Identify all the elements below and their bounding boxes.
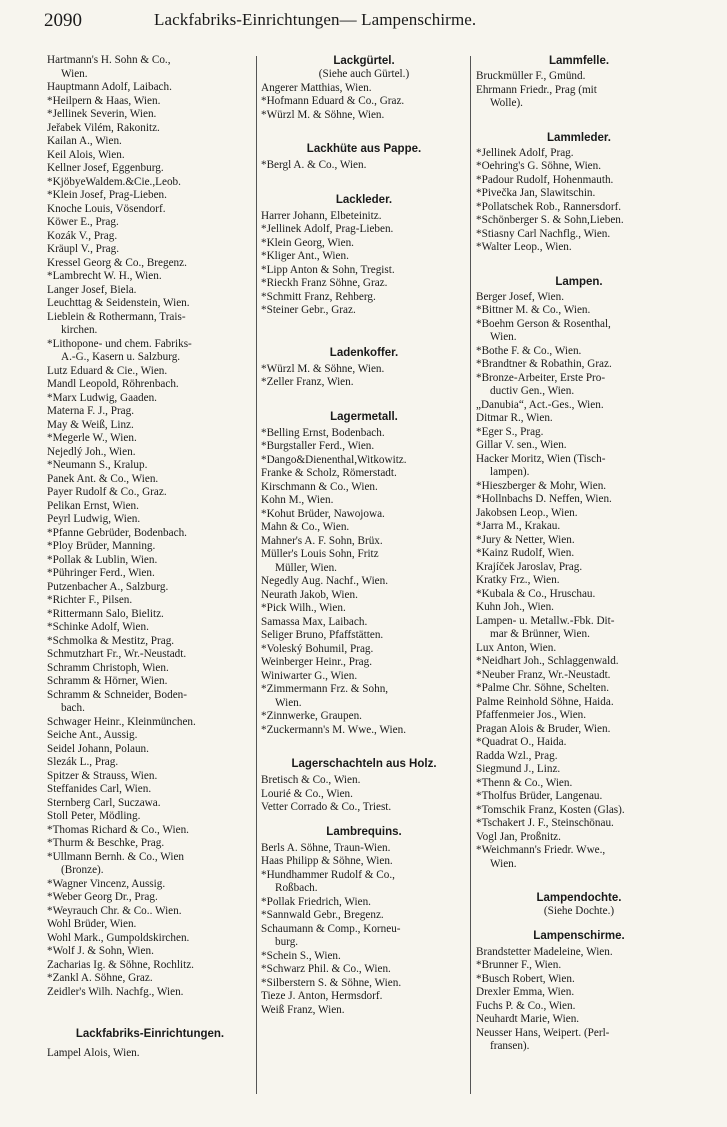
list-item: Kräupl V., Prag. — [47, 243, 119, 255]
list-item: Materna F. J., Prag. — [47, 405, 135, 417]
list-item: Stoll Peter, Mödling. — [47, 810, 141, 822]
list-item: Seliger Bruno, Pfaffstätten. — [261, 629, 384, 641]
entry-list — [261, 363, 467, 390]
list-item: Pragan Alois & Bruder, Wien. — [476, 722, 611, 735]
list-item: Langer Josef, Biela. — [47, 283, 137, 296]
list-item: *Jury & Netter, Wien. — [476, 533, 575, 546]
list-item: Berger Josef, Wien. — [476, 290, 564, 303]
list-item: Leuchttag & Seidenstein, Wien. — [47, 297, 190, 309]
list-item: Seidel Johann, Polaun. — [47, 742, 149, 755]
column-middle — [261, 54, 467, 1017]
list-item: Kirschmann & Co., Wien. — [261, 480, 378, 493]
list-item: *Weichmann's Friedr. Wwe., — [476, 844, 606, 856]
list-item: *Würzl M. & Söhne, Wien. — [261, 108, 385, 121]
list-item: *Brunner F., Wien. — [476, 959, 562, 971]
list-item: *Bittner M. & Co., Wien. — [476, 304, 591, 316]
list-item: *Heilpern & Haas, Wien. — [47, 94, 161, 107]
list-item: Lieblein & Rothermann, Trais- — [47, 310, 186, 323]
list-item: *Schinke Adolf, Wien. — [47, 621, 149, 633]
section-heading: Lammleder. — [547, 131, 611, 144]
section-note: (Siehe Dochte.) — [543, 905, 615, 917]
list-item: *Stiasny Carl Nachflg., Wien. — [476, 227, 611, 240]
page-header — [44, 8, 694, 38]
list-item: Vogl Jan, Proßnitz. — [476, 830, 561, 843]
entry-list — [476, 70, 682, 111]
list-item: *Neidhart Joh., Schlaggenwald. — [476, 655, 619, 667]
list-item: *Palme Chr. Söhne, Schelten. — [476, 682, 609, 694]
list-item: Mandl Leopold, Röhrenbach. — [47, 378, 179, 390]
list-item: Schwager Heinr., Kleinmünchen. — [47, 715, 196, 728]
list-item: Lourié & Co., Wien. — [261, 787, 353, 800]
list-item: fransen). — [490, 1040, 530, 1052]
list-item: *Brandtner & Robathin, Graz. — [476, 358, 612, 370]
list-item: Pfaffenmeier Jos., Wien. — [476, 709, 587, 721]
list-item: Jeřabek Vilém, Rakonitz. — [47, 121, 160, 134]
list-item: Roßbach. — [275, 882, 318, 894]
list-item: *Pollak Friedrich, Wien. — [261, 895, 371, 908]
section-heading: Lackleder. — [335, 193, 393, 206]
list-item: Panek Ant. & Co., Wien. — [47, 472, 159, 485]
section-heading: Lackhüte aus Pappe. — [306, 143, 422, 155]
list-item: *Thurm & Beschke, Prag. — [47, 837, 165, 849]
list-item: *Lambrecht W. H., Wien. — [47, 270, 162, 282]
entry-list — [261, 82, 467, 123]
list-item: *Dango&Dienenthal,Witkowitz. — [261, 453, 407, 466]
list-item: Winiwarter G., Wien. — [261, 669, 358, 682]
list-item: Jakobsen Leop., Wien. — [476, 506, 578, 519]
list-item: Ehrmann Friedr., Prag (mit — [476, 83, 597, 96]
list-item: *Hofmann Eduard & Co., Graz. — [261, 95, 405, 107]
list-item: bach. — [61, 702, 85, 714]
list-item: lampen). — [490, 466, 530, 478]
list-item: Hartmann's H. Sohn & Co., — [47, 54, 171, 66]
list-item: *Boehm Gerson & Rosenthal, — [476, 317, 611, 330]
list-item: *Schmolka & Mestitz, Prag. — [47, 634, 175, 647]
list-item: *Wagner Vincenz, Aussig. — [47, 877, 166, 890]
section-note: (Siehe auch Gürtel.) — [318, 68, 410, 80]
list-item: *Zuckermann's M. Wwe., Wien. — [261, 723, 406, 736]
list-item: Mahner's A. F. Sohn, Brüx. — [261, 534, 383, 547]
list-item: Kohn M., Wien. — [261, 494, 334, 506]
list-item: Weiß Franz, Wien. — [261, 1003, 345, 1016]
section-heading: Lampenschirme. — [533, 929, 625, 942]
list-item: Schramm & Hörner, Wien. — [47, 675, 168, 687]
list-item: *Silberstern S. & Söhne, Wien. — [261, 976, 402, 989]
list-item: *Jellinek Adolf, Prag-Lieben. — [261, 223, 394, 235]
list-item: Neusser Hans, Weipert. (Perl- — [476, 1026, 610, 1039]
list-item: *Würzl M. & Söhne, Wien. — [261, 362, 385, 375]
list-item: Mahn & Co., Wien. — [261, 521, 350, 533]
list-item: Lutz Eduard & Cie., Wien. — [47, 364, 168, 377]
list-item: *Thomas Richard & Co., Wien. — [47, 823, 189, 836]
section-heading: Lammfelle. — [548, 55, 610, 67]
list-item: mar & Brünner, Wien. — [490, 628, 590, 640]
list-item: Nejedlý Joh., Wien. — [47, 445, 136, 458]
list-item: Müller's Louis Sohn, Fritz — [261, 548, 379, 560]
list-item: *Klein Josef, Prag-Lieben. — [47, 189, 167, 201]
list-item: Payer Rudolf & Co., Graz. — [47, 486, 167, 498]
list-item: *Weyrauch Chr. & Co.. Wien. — [47, 904, 182, 917]
list-item: *Lithopone- und chem. Fabriks- — [47, 337, 192, 350]
list-item: *Sannwald Gebr., Bregenz. — [261, 909, 384, 921]
list-item: Radda Wzl., Prag. — [476, 749, 558, 762]
section-heading: Lackgürtel. — [333, 55, 395, 67]
list-item: *Thenn & Co., Wien. — [476, 776, 573, 789]
entry-list — [261, 842, 467, 1018]
list-item: Neurath Jakob, Wien. — [261, 588, 358, 601]
list-item: Wien. — [275, 696, 302, 709]
list-item: *Ullmann Bernh. & Co., Wien — [47, 850, 184, 863]
list-item: Krajíček Jaroslav, Prag. — [476, 560, 583, 573]
list-item: *Voleský Bohumil, Prag. — [261, 642, 374, 655]
entry-list — [47, 54, 253, 999]
list-item: Siegmund J., Linz. — [476, 763, 561, 775]
list-item: „Danubia“, Act.-Ges., Wien. — [476, 398, 604, 411]
list-item: *Megerle W., Wien. — [47, 432, 137, 444]
list-item: *Schönberger S. & Sohn,Lieben. — [476, 214, 624, 226]
entry-list — [261, 427, 467, 738]
list-item: Peyrl Ludwig, Wien. — [47, 513, 141, 525]
list-item: *Pollak & Lublin, Wien. — [47, 553, 158, 566]
entry-list — [476, 946, 682, 1054]
running-title: Lackfabriks-Einrichtungen— Lampenschirme. — [154, 10, 477, 29]
section-heading: Lampendochte. — [536, 892, 622, 904]
list-item: Berls A. Söhne, Traun-Wien. — [261, 841, 391, 854]
list-item: *Oehring's G. Söhne, Wien. — [476, 160, 602, 172]
list-item: *Quadrat O., Haida. — [476, 736, 567, 748]
list-item: *Pfanne Gebrüder, Bodenbach. — [47, 526, 187, 539]
list-item: *Rittermann Salo, Bielitz. — [47, 607, 164, 620]
list-item: *Schmitt Franz, Rehberg. — [261, 290, 376, 303]
list-item: Schmutzhart Fr., Wr.-Neustadt. — [47, 648, 187, 660]
list-item: Vetter Corrado & Co., Triest. — [261, 801, 392, 813]
list-item: *Hollnbachs D. Neffen, Wien. — [476, 493, 612, 505]
list-item: *Hieszberger & Mohr, Wien. — [476, 479, 607, 492]
list-item: *Weber Georg Dr., Prag. — [47, 891, 158, 903]
list-item: *Steiner Gebr., Graz. — [261, 304, 356, 316]
list-item: Köwer E., Prag. — [47, 216, 119, 228]
column-rule — [256, 56, 257, 1094]
list-item: Keil Alois, Wien. — [47, 148, 125, 161]
list-item: Samassa Max, Laibach. — [261, 615, 368, 628]
list-item: *Eger S., Prag. — [476, 425, 544, 438]
list-item: *Bronze-Arbeiter, Erste Pro- — [476, 371, 606, 384]
list-item: A.-G., Kasern u. Salzburg. — [61, 351, 181, 363]
list-item: Franke & Scholz, Römerstadt. — [261, 467, 397, 479]
list-item: *Wolf J. & Sohn, Wien. — [47, 945, 154, 957]
section-heading: Lackfabriks-Einrichtungen. — [75, 1028, 225, 1040]
list-item: Wolle). — [490, 97, 523, 109]
list-item: Bruckmüller F., Gmünd. — [476, 70, 586, 82]
column-right — [476, 54, 682, 1054]
list-item: *Neuber Franz, Wr.-Neustadt. — [476, 668, 611, 681]
list-item: *Pick Wilh., Wien. — [261, 602, 346, 614]
list-item: Zeidler's Wilh. Nachfg., Wien. — [47, 985, 184, 998]
list-item: Kuhn Joh., Wien. — [476, 601, 554, 613]
list-item: *Marx Ludwig, Gaaden. — [47, 391, 157, 404]
list-item: Wohl Mark., Gumpoldskirchen. — [47, 931, 190, 944]
list-item: *Zinnwerke, Graupen. — [261, 710, 362, 722]
section-heading: Lagermetall. — [330, 410, 398, 423]
entry-list — [261, 774, 467, 815]
entry-list — [47, 1047, 253, 1061]
list-item: Neuhardt Marie, Wien. — [476, 1013, 580, 1025]
list-item: Zacharias Ig. & Söhne, Rochlitz. — [47, 958, 194, 971]
list-item: *Zeller Franz, Wien. — [261, 376, 354, 388]
list-item: Wien. — [490, 331, 517, 343]
list-item: Pelikan Ernst, Wien. — [47, 499, 139, 512]
list-item: *Schwarz Phil. & Co., Wien. — [261, 963, 391, 975]
list-item: *Schein S., Wien. — [261, 949, 341, 962]
list-item: Hauptmann Adolf, Laibach. — [47, 81, 172, 93]
list-item: Negedly Aug. Nachf., Wien. — [261, 575, 389, 587]
column-left — [47, 54, 253, 1061]
list-item: *Tschakert J. F., Steinschönau. — [476, 817, 614, 829]
list-item: *Pivečka Jan, Slawitschin. — [476, 187, 596, 199]
list-item: Ditmar R., Wien. — [476, 412, 553, 424]
list-item: Palme Reinhold Söhne, Haida. — [476, 695, 614, 708]
section-heading: Lampen. — [555, 275, 603, 288]
list-item: Schramm & Schneider, Boden- — [47, 688, 187, 701]
list-item: *Belling Ernst, Bodenbach. — [261, 426, 385, 439]
list-item: May & Weiß, Linz. — [47, 418, 134, 431]
list-item: *Rieckh Franz Söhne, Graz. — [261, 277, 388, 289]
list-item: Kailan A., Wien. — [47, 135, 122, 147]
list-item: *Padour Rudolf, Hohenmauth. — [476, 173, 614, 186]
list-item: Kozák V., Prag. — [47, 229, 118, 242]
list-item: Angerer Matthias, Wien. — [261, 81, 372, 94]
list-item: Schramm Christoph, Wien. — [47, 661, 169, 674]
list-item: *Kliger Ant., Wien. — [261, 250, 349, 262]
list-item: Hacker Moritz, Wien (Tisch- — [476, 452, 606, 465]
list-item: *Jellinek Severin, Wien. — [47, 108, 157, 120]
page-number: 2090 — [44, 10, 82, 31]
list-item: burg. — [275, 936, 299, 948]
list-item: *Burgstaller Ferd., Wien. — [261, 440, 375, 452]
list-item: *Kohut Brüder, Nawojowa. — [261, 507, 385, 520]
list-item: Brandstetter Madeleine, Wien. — [476, 945, 613, 958]
list-item: *Walter Leop., Wien. — [476, 241, 572, 253]
list-item: *KjöbyeWaldem.&Cie.,Leob. — [47, 175, 181, 188]
list-item: Wohl Brüder, Wien. — [47, 918, 137, 930]
entry-list — [261, 210, 467, 318]
list-item: kirchen. — [61, 324, 98, 336]
list-item: Steffanides Carl, Wien. — [47, 783, 152, 795]
list-item: *Ploy Brüder, Manning. — [47, 540, 156, 552]
entry-list — [476, 291, 682, 872]
list-item: Schaumann & Comp., Korneu- — [261, 922, 401, 935]
list-item: *Pühringer Ferd., Wien. — [47, 567, 155, 579]
list-item: Kellner Josef, Eggenburg. — [47, 162, 164, 174]
list-item: Bretisch & Co., Wien. — [261, 774, 361, 786]
entry-list — [476, 147, 682, 255]
list-item: *Klein Georg, Wien. — [261, 236, 354, 249]
list-item: Harrer Johann, Elbeteinitz. — [261, 209, 382, 222]
list-item: ductiv Gen., Wien. — [490, 385, 575, 397]
list-item: Gillar V. sen., Wien. — [476, 439, 567, 451]
list-item: Lampel Alois, Wien. — [47, 1047, 140, 1059]
list-item: (Bronze). — [61, 864, 104, 876]
list-item: Drexler Emma, Wien. — [476, 986, 575, 998]
list-item: *Kubala & Co., Hruschau. — [476, 587, 596, 600]
section-heading: Lambrequins. — [326, 825, 402, 838]
list-item: Kressel Georg & Co., Bregenz. — [47, 256, 187, 269]
list-item: Fuchs P. & Co., Wien. — [476, 999, 576, 1012]
list-item: *Bothe F. & Co., Wien. — [476, 344, 582, 357]
list-item: Knoche Louis, Vösendorf. — [47, 202, 166, 215]
list-item: *Lipp Anton & Sohn, Tregist. — [261, 263, 395, 276]
entry-list — [261, 159, 467, 173]
list-item: Weinberger Heinr., Prag. — [261, 656, 373, 668]
list-item: *Zimmermann Frz. & Sohn, — [261, 683, 389, 695]
list-item: Wien. — [490, 857, 517, 870]
list-item: Wien. — [61, 67, 88, 80]
list-item: Seiche Ant., Aussig. — [47, 729, 138, 741]
list-item: *Tholfus Brüder, Langenau. — [476, 790, 603, 802]
list-item: Slezák L., Prag. — [47, 756, 119, 768]
list-item: *Tomschik Franz, Kosten (Glas). — [476, 803, 625, 816]
list-item: Tieze J. Anton, Hermsdorf. — [261, 990, 383, 1002]
list-item: *Jellinek Adolf, Prag. — [476, 146, 574, 159]
list-item: Sternberg Carl, Suczawa. — [47, 796, 161, 809]
section-heading: Ladenkoffer. — [329, 346, 399, 359]
list-item: *Zankl A. Söhne, Graz. — [47, 972, 153, 984]
list-item: *Neumann S., Kralup. — [47, 459, 148, 471]
list-item: *Richter F., Pilsen. — [47, 594, 133, 606]
section-heading: Lagerschachteln aus Holz. — [291, 758, 437, 770]
list-item: Lux Anton, Wien. — [476, 641, 557, 654]
list-item: *Pollatschek Rob., Rannersdorf. — [476, 200, 622, 213]
list-item: Spitzer & Strauss, Wien. — [47, 769, 158, 782]
list-item: Lampen- u. Metallw.-Fbk. Dit- — [476, 614, 615, 627]
list-item: Haas Philipp & Söhne, Wien. — [261, 855, 393, 867]
list-item: Müller, Wien. — [275, 561, 337, 574]
list-item: Kratky Frz., Wien. — [476, 574, 560, 586]
list-item: Putzenbacher A., Salzburg. — [47, 580, 169, 593]
list-item: *Jarra M., Krakau. — [476, 520, 561, 532]
list-item: *Busch Robert, Wien. — [476, 972, 575, 985]
column-rule — [470, 56, 471, 1094]
list-item: *Kainz Rudolf, Wien. — [476, 547, 575, 559]
list-item: *Hundhammer Rudolf & Co., — [261, 868, 395, 881]
list-item: *Bergl A. & Co., Wien. — [261, 159, 367, 171]
